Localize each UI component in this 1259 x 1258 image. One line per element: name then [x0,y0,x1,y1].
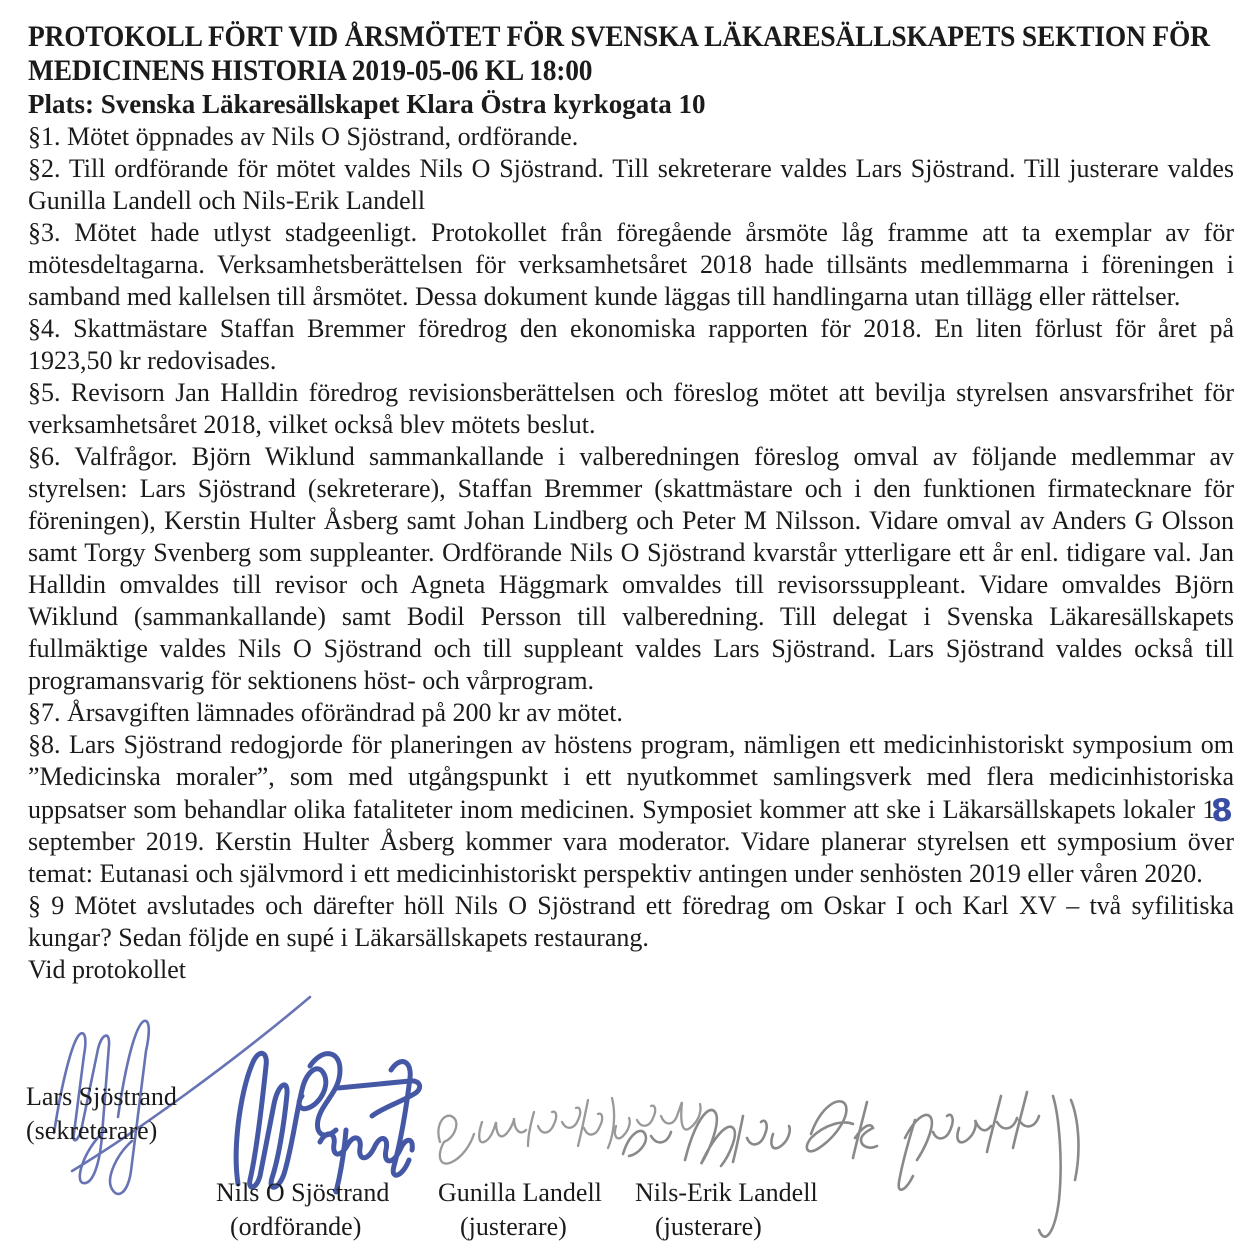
paragraph-s8 [28,729,1234,890]
location-line: Plats: Svenska Läkaresällskapet Klara Östra kyrkogata 10 [28,89,706,119]
paragraph-s3: §3. Mötet hade utlyst stadgeenligt. Protokollet från föregående årsmöte låg framme att ta exemplar av för mötesdeltagarna. Verksamhetsberättelsen för verksamhetsåret 2018 hade tillsänts medlemmarna i föreningen i samband med kallelsen till årsmötet. Dessa dokument kunde läggas till handlingarna utan tillägg eller rättelser. [28,218,1234,311]
signatory-role: (sekreterare) [26,1116,158,1145]
paragraph-s1: §1. Mötet öppnades av Nils O Sjöstrand, ordförande. [28,122,579,151]
signatory-role: (justerare) [655,1212,762,1241]
signatory-caption-nils [216,1176,389,1244]
paragraph-s8-text-before: §8. Lars Sjöstrand redogjorde för planeringen av höstens program, nämligen ett medicinhistoriskt symposium om ”Medicinska moraler”, som med utgångspunkt i ett nyutkommet samlingsverk med flera medicinhistoriska uppsatser som behandlar olika fataliteter inom medicinen. Symposiet kommer att ske i Läkarsällskapets lokaler 1 [28,730,1234,824]
signatory-name: Gunilla Landell [438,1178,602,1207]
signatory-role: (justerare) [460,1212,567,1241]
signatory-name: Lars Sjöstrand [26,1082,177,1111]
signatory-caption-gunilla [438,1176,602,1244]
closing-line: Vid protokollet [28,955,187,984]
paragraph-s8-text-after: september 2019. Kerstin Hulter Åsberg kommer vara moderator. Vidare planerar styrelsen ett symposium över temat: Eutanasi och självmord i ett medicinhistoriskt perspektiv antingen under senhösten 2019 eller våren 2020. [28,827,1234,888]
handwritten-date-correction: 8 [1210,792,1235,830]
paragraph-s6: §6. Valfrågor. Björn Wiklund sammankallande i valberedningen föreslog omval av följande medlemmar av styrelsen: Lars Sjöstrand (sekreterare), Staffan Bremmer (skattmästare och i den funktionen firmatecknare för föreningen), Kerstin Hulter Åsberg samt Johan Lindberg och Peter M Nilsson. Vidare omval av Anders G Olsson samt Torgy Svenberg som suppleanter. Ordförande Nils O Sjöstrand kvarstår ytterligare ett år enl. tidigare val. Jan Halldin omvaldes till revisor och Agneta Häggmark omvaldes till revisorssuppleant. Vidare omvaldes Björn Wiklund (sammankallande) samt Bodil Persson till valberedning. Till delegat i Svenska Läkaresällskapets fullmäktige valdes Nils O Sjöstrand och till suppleant valdes Lars Sjöstrand. Lars Sjöstrand valdes också till programansvarig för sektionens höst- och vårprogram. [28,442,1234,695]
gunilla-landell-signature-ink [426,1090,706,1175]
protocol-title-line1: PROTOKOLL FÖRT VID ÅRSMÖTET FÖR SVENSKA LÄKARESÄLLSKAPETS SEKTION FÖR [28,20,1210,53]
paragraph-s7: §7. Årsavgiften lämnades oförändrad på 200 kr av mötet. [28,698,623,727]
paragraph-s2: §2. Till ordförande för mötet valdes Nils O Sjöstrand. Till sekreterare valdes Lars Sjöstrand. Till justerare valdes Gunilla Landell och Nils-Erik Landell [28,154,1234,215]
signatory-caption-lars [26,1080,177,1148]
protocol-title-line2: MEDICINENS HISTORIA 2019-05-06 KL 18:00 [28,54,593,87]
paragraph-s4: §4. Skattmästare Staffan Bremmer föredrog den ekonomiska rapporten för 2018. En liten förlust för året på 1923,50 kr redovisades. [28,314,1234,375]
signatory-role: (ordförande) [230,1212,362,1241]
signatory-name: Nils-Erik Landell [635,1178,818,1207]
nils-o-sjostrand-signature-ink [226,1044,434,1196]
protocol-text-column [28,20,1234,986]
paragraph-s5: §5. Revisorn Jan Halldin föredrog revisionsberättelsen och föreslog mötet att bevilja styrelsen ansvarsfrihet för verksamhetsåret 2018, vilket också blev mötets beslut. [28,378,1234,439]
signatory-caption-nilserik [635,1176,818,1244]
paragraph-s9: § 9 Mötet avslutades och därefter höll Nils O Sjöstrand ett föredrag om Oskar I och Karl XV – två syfilitiska kungar? Sedan följde en supé i Läkarsällskapets restaurang. [28,891,1234,952]
signatory-name: Nils O Sjöstrand [216,1178,390,1207]
